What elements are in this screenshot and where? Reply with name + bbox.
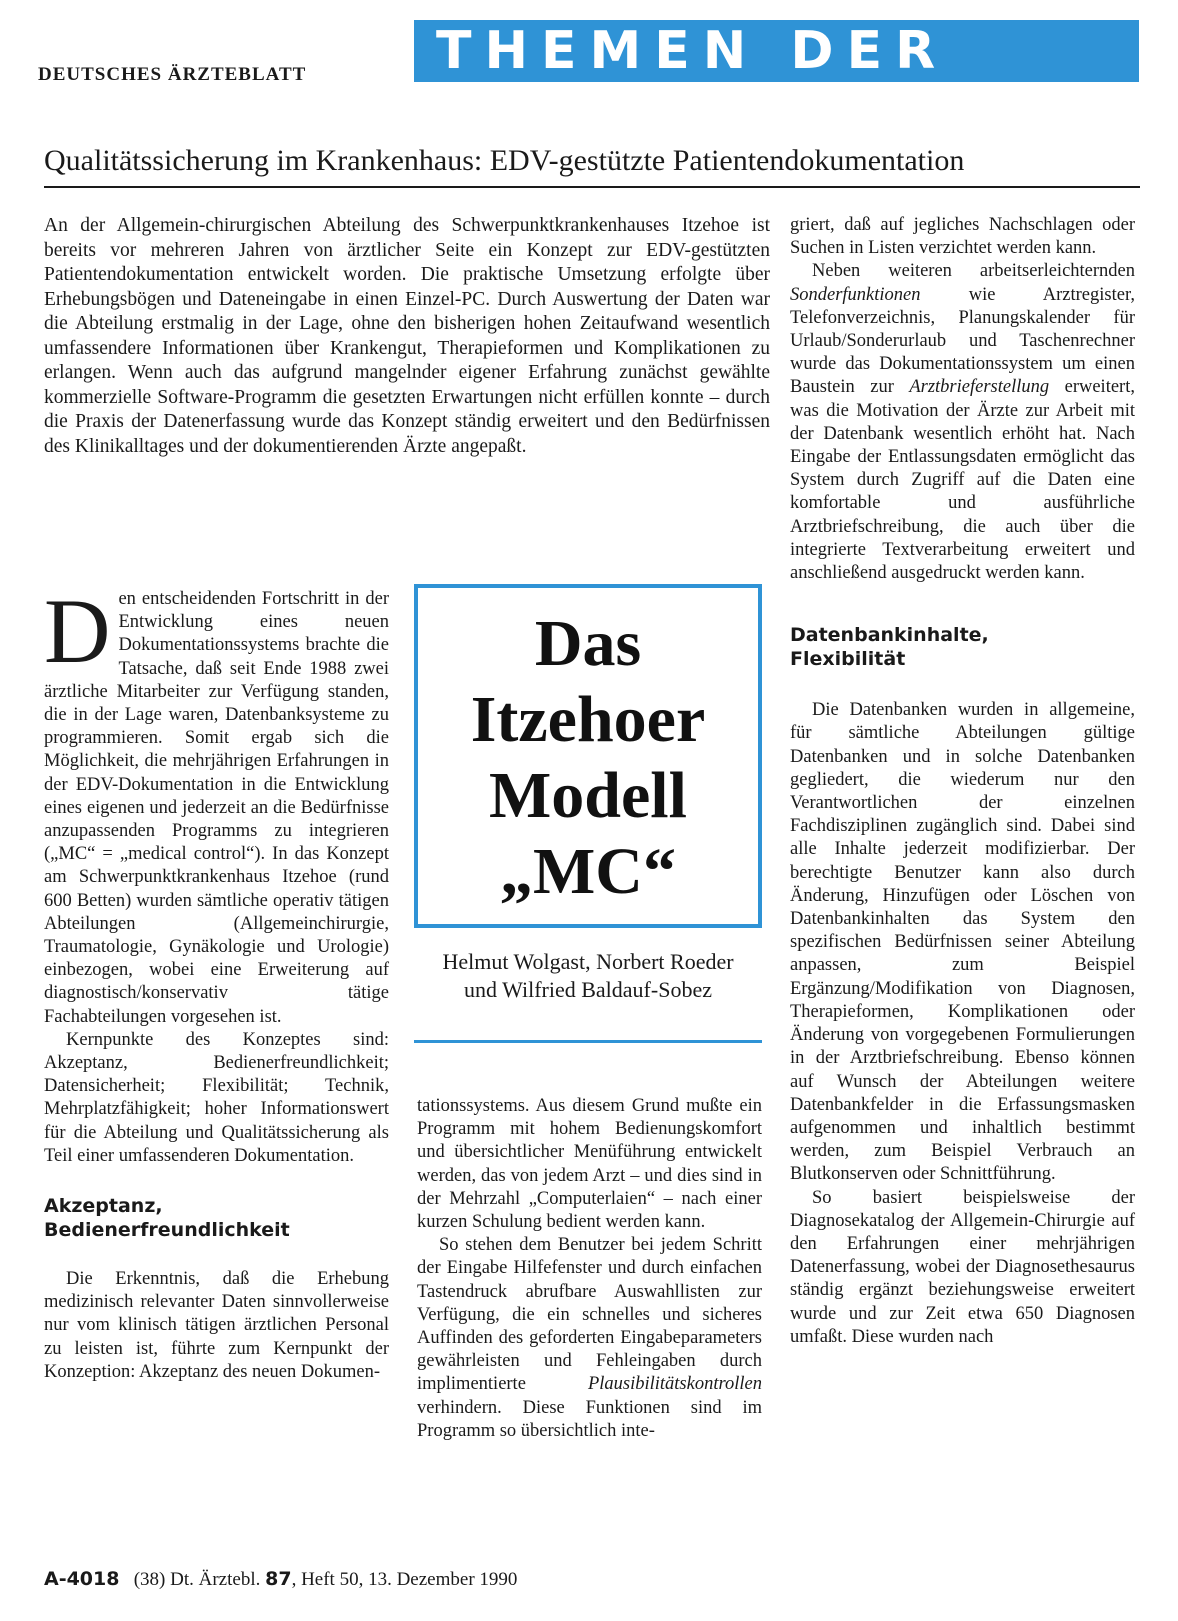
column-left: [44, 580, 389, 1384]
paragraph: Die Datenbanken wurden in allgemeine, für sämtliche Abteilungen gültige Datenbanken und in solche Datenbanken gegliedert, die wiederum nur den Verantwortlichen der einzelnen Fachdisziplinen zugänglich sind. Dabei sind alle Inhalte jederzeit modifizierbar. Der berechtigte Benutzer kann also durch Änderung, Hinzufügen oder Löschen von Datenbankinhalten das System den spezifischen Bedürfnissen seiner Abteilung anpassen, zum Beispiel Ergänzung/Modifikation von Diagnosen, Therapieformen, Komplikationen oder Änderung von vorgegebenen Formulierungen in der Arztbriefschreibung. Ebenso können auf Wunsch der Abteilungen weitere Datenbankfelder in die Erfassungsmasken aufgenommen und inhaltlich bestimmt werden, zum Beispiel Verbrauch an Blutkonserven oder Schnittführung.: [790, 700, 1135, 1185]
authors-line: und Wilfried Baldauf-Sobez: [464, 977, 712, 1002]
box-title-line: Das: [534, 607, 642, 680]
subheading-line: Akzeptanz,: [44, 1195, 163, 1218]
paragraph-text: wie Arztregister, Telefonverzeichnis, Planungskalender für Urlaub/Sonderurlaub und Taschenrechner wurde das Dokumentationssystem um einen Baustein zur: [790, 284, 1135, 398]
volume-number: 87: [265, 1568, 292, 1590]
title-rule: [44, 186, 1140, 188]
box-title-line: „MC“: [500, 835, 676, 908]
citation-text: , Heft 50, 13. Dezember 1990: [291, 1569, 518, 1590]
paragraph: tationssystems. Aus diesem Grund mußte ein Programm mit hohem Bedienungskomfort und übersichtlicher Menüführung entwickelt werden, das von jedem Arzt – und dies sind in der Mehrzahl „Computerlaien“ – nach einer kurzen Schulung bedient werden kann.: [417, 1096, 762, 1233]
paragraph: griert, daß auf jegliches Nachschlagen oder Suchen in Listen verzichtet werden kann.: [790, 215, 1135, 259]
column-middle: [417, 1095, 762, 1443]
paragraph-text: So stehen dem Benutzer bei jedem Schritt der Eingabe Hilfefenster und durch einfachen Tastendruck abrufbare Auswahllisten zur Verfügung, die ein schnelles und sicheres Auffinden des geforderten Eingabeparameters gewährleisten und Fehleingaben durch implimentierte: [417, 1235, 762, 1395]
paragraph: So basiert beispielsweise der Diagnosekatalog der Allgemein-Chirurgie auf den Erfahrungen einer mehrjährigen Datenerfassung, wobei der Diagnosethesaurus ständig ergänzt beziehungsweise erweitert wurde und zur Zeit etwa 650 Diagnosen umfaßt. Diese wurden nach: [790, 1187, 1135, 1347]
box-title-line: Modell: [489, 759, 687, 832]
subheading-databases: [790, 623, 1135, 671]
blue-rule: [414, 1040, 762, 1043]
paragraph: Kernpunkte des Konzeptes sind: Akzeptanz, Bedienerfreundlichkeit; Datensicherheit; Flexibilität; Technik, Mehrplatzfähigkeit; hoher Informationswert für die Abteilung und Qualitätssicherung als Teil einer umfassenderen Dokumentation.: [44, 1029, 389, 1166]
column-right: [790, 214, 1135, 1349]
paragraph-text: Neben weiteren arbeitserleichternden: [812, 261, 1135, 282]
title-box: [414, 584, 762, 928]
section-banner: THEMEN DER ZEIT: [414, 20, 1139, 82]
emphasis-text: Plausibilitätskontrollen: [587, 1374, 762, 1395]
paragraph-text: erweitert, was die Motivation der Ärzte zur Arbeit mit der Datenbank wesentlich erhöht hat. Nach Eingabe der Entlassungsdaten ermöglicht das System durch Zugriff auf die Daten eine komfortable und ausführliche Arztbriefschreibung, die auch über die integrierte Textverarbeitung erweitert und anschließend ausgedruckt werden kann.: [790, 377, 1135, 584]
paragraph: [417, 1234, 762, 1443]
journal-name: DEUTSCHES ÄRZTEBLATT: [38, 64, 307, 85]
subheading-line: Datenbankinhalte,: [790, 624, 989, 647]
article-title: Qualitätssicherung im Krankenhaus: EDV-gestützte Patientendokumentation: [44, 144, 965, 177]
paragraph: [44, 580, 389, 1029]
page-footer: [44, 1568, 517, 1591]
paragraph-text: verhindern. Diese Funktionen sind im Programm so übersichtlich inte-: [417, 1397, 762, 1441]
paragraph-text: en entscheidenden Fortschritt in der Entwicklung eines neuen Dokumentationssystems brachte die Tatsache, daß seit Ende 1988 zwei ärztliche Mitarbeiter zur Verfügung standen, die in der Lage waren, Datenbanksysteme zu programmieren. Somit ergab sich die Möglichkeit, die mehrjährigen Erfahrungen in der EDV-Dokumentation in die Entwicklung eines eigenen und jederzeit an die Bedürfnisse anzupassenden Programms zu integrieren („MC“ = „medical control“). In das Konzept am Schwerpunktkrankenhaus Itzehoe (rund 600 Betten) wurden sämtliche operativ tätigen Abteilungen (Allgemeinchirurgie, Traumatologie, Gynäkologie und Urologie) einbezogen, wobei eine Erweiterung auf diagnostisch/konservativ tätige Fachabteilungen vorgesehen ist.: [44, 589, 389, 1027]
authors-line: Helmut Wolgast, Norbert Roeder: [442, 949, 734, 974]
subheading-acceptance: [44, 1194, 389, 1242]
citation-text: (38) Dt. Ärztebl.: [133, 1569, 266, 1590]
paragraph: Die Erkenntnis, daß die Erhebung medizinisch relevanter Daten sinnvollerweise nur vom klinisch tätigen ärztlichen Personal zu leisten ist, führte zum Kernpunkt der Konzeption: Akzeptanz des neuen Dokumen-: [44, 1269, 389, 1382]
page-number: A-4018: [44, 1568, 120, 1590]
paragraph: [790, 260, 1135, 585]
authors: [414, 948, 762, 1004]
emphasis-text: Sonderfunktionen: [790, 284, 921, 305]
drop-cap: D: [44, 580, 111, 682]
subheading-line: Flexibilität: [790, 648, 906, 671]
box-title-line: Itzehoer: [470, 683, 706, 756]
intro-paragraph: An der Allgemein-chirurgischen Abteilung des Schwerpunktkrankenhauses Itzehoe ist bereits vor mehreren Jahren von ärztlicher Seite ein Konzept zur EDV-gestützten Patientendokumentation entwickelt worden. Die praktische Umsetzung erfolgte über Erhebungsbögen und Dateneingabe in einen Einzel-PC. Durch Auswertung der Daten war die Abteilung erstmalig in der Lage, ohne den bisherigen hohen Zeitaufwand wesentlich umfassendere Informationen über Krankengut, Therapieformen und Komplikationen zu erlangen. Wenn auch das aufgrund mangelnder eigener Erfahrung zunächst gewählte kommerzielle Software-Programm die gesetzten Erwartungen nicht erfüllen konnte – durch die Praxis der Datenerfassung wurde das Konzept ständig erweitert und den Bedürfnissen des Klinikalltages und der dokumentierenden Ärzte angepaßt.: [44, 215, 770, 457]
emphasis-text: Arztbrieferstellung: [909, 377, 1050, 398]
subheading-line: Bedienerfreundlichkeit: [44, 1219, 290, 1242]
